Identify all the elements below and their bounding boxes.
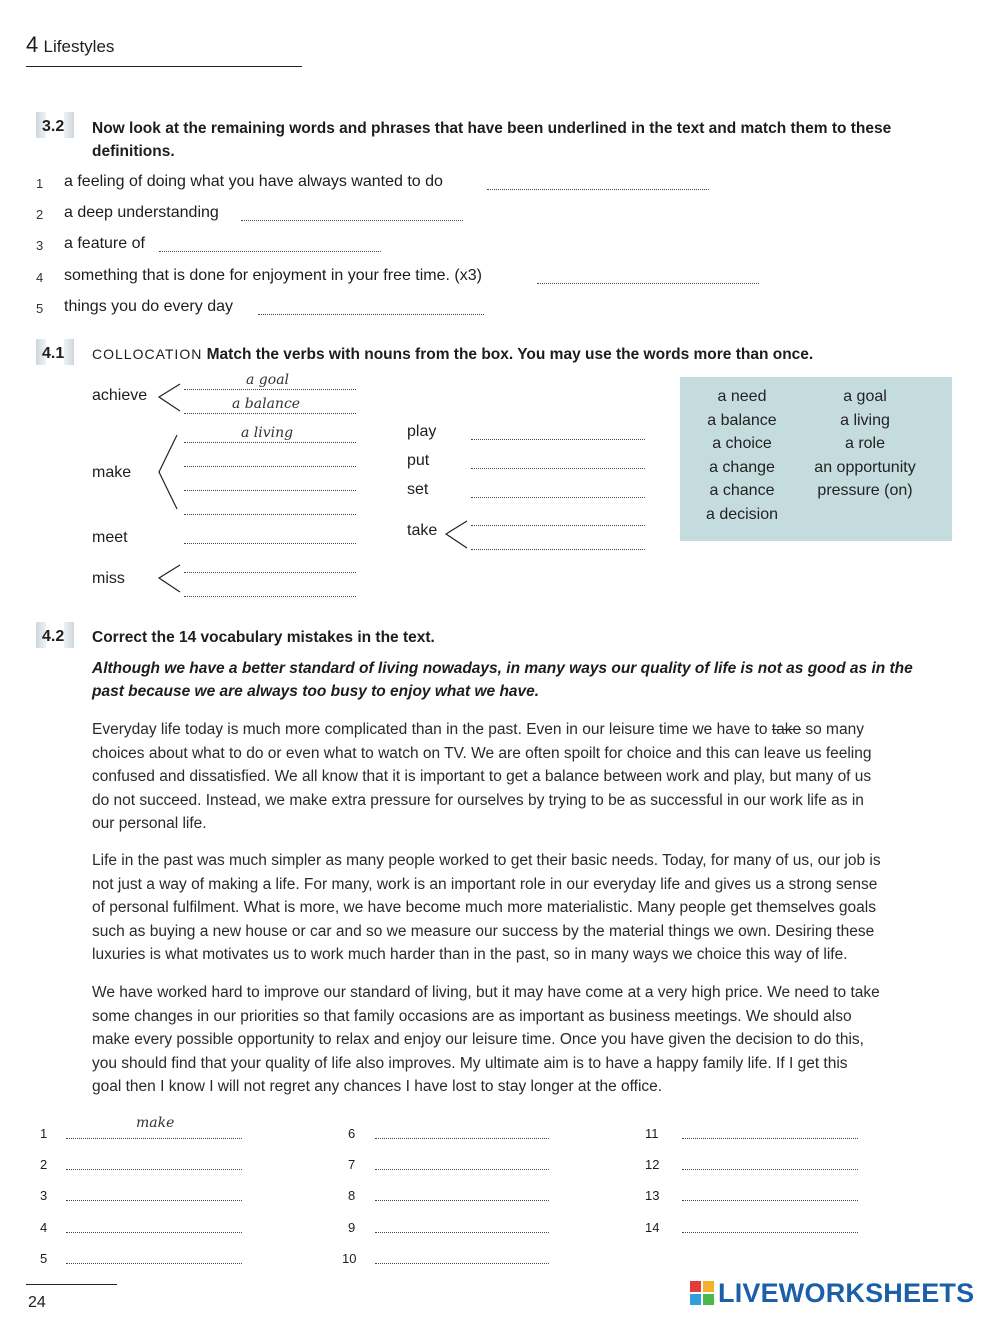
verb-play: play bbox=[407, 423, 437, 440]
box-word: an opportunity bbox=[814, 458, 916, 476]
paragraph-line bbox=[92, 718, 972, 742]
instruction-text: Match the verbs with nouns from the box. You may use the words more than once. bbox=[206, 346, 814, 363]
answer-input[interactable] bbox=[471, 439, 645, 440]
handwritten-answer: a goal bbox=[246, 372, 290, 388]
liveworksheets-logo[interactable] bbox=[690, 1276, 974, 1310]
verb-achieve: achieve bbox=[92, 387, 148, 404]
paragraph-2 bbox=[92, 849, 972, 967]
box-word: a role bbox=[844, 435, 886, 452]
exercise-3-2-instruction bbox=[92, 117, 972, 163]
paragraph-line: do not succeed. Instead, we make extra pressure for ourselves by trying to be as successful in our work life as in bbox=[92, 791, 864, 809]
answer-input[interactable] bbox=[184, 389, 356, 390]
answer-input[interactable] bbox=[66, 1200, 242, 1201]
answer-input[interactable] bbox=[682, 1138, 858, 1139]
answer-input[interactable] bbox=[241, 220, 463, 221]
answer-number: 5 bbox=[40, 1251, 48, 1266]
answer-input[interactable] bbox=[66, 1263, 242, 1264]
intro-line: past because we are always too busy to enjoy what we have. bbox=[92, 683, 540, 700]
answer-input[interactable] bbox=[184, 442, 356, 443]
exercise-badge-4-1: 4.1 bbox=[36, 345, 64, 363]
definition-text: a feature of bbox=[64, 235, 145, 252]
answer-input[interactable] bbox=[682, 1169, 858, 1170]
answer-number: 9 bbox=[348, 1220, 356, 1235]
box-word: a need bbox=[717, 388, 767, 405]
answer-number: 14 bbox=[645, 1220, 660, 1235]
instruction-line: definitions. bbox=[92, 143, 175, 160]
answer-input[interactable] bbox=[537, 283, 759, 284]
answer-number: 7 bbox=[348, 1157, 356, 1172]
answer-input[interactable] bbox=[66, 1232, 242, 1233]
answer-input[interactable] bbox=[159, 251, 381, 252]
paragraph-line: confused and dissatisfied. We all know that it is important to get a balance between work and play, but many of us bbox=[92, 768, 872, 785]
exercise-badge-4-2: 4.2 bbox=[36, 628, 64, 646]
answer-input[interactable] bbox=[66, 1138, 242, 1139]
paragraph-line: not just a way of making a life. For many, work is an important role in our everyday life and gives us a strong sense bbox=[92, 875, 878, 893]
definition-text: things you do every day bbox=[64, 298, 233, 315]
answer-input[interactable] bbox=[66, 1169, 242, 1170]
exercise-4-2-instruction: Correct the 14 vocabulary mistakes in the text. bbox=[92, 629, 435, 646]
chapter-number: 4 bbox=[26, 32, 39, 57]
paragraph-line: Life in the past was much simpler as many people worked to get their basic needs. Today, for many of us, our job is bbox=[92, 852, 881, 869]
chapter-heading bbox=[26, 32, 114, 58]
answer-number: 4 bbox=[40, 1220, 48, 1235]
handwritten-answer: a living bbox=[241, 425, 294, 441]
answer-input[interactable] bbox=[375, 1232, 549, 1233]
answer-input[interactable] bbox=[471, 525, 645, 526]
verb-meet: meet bbox=[92, 529, 128, 546]
struck-word: take bbox=[771, 721, 802, 738]
paragraph-line: luxuries is what motivates us to work much harder than in the past, so in many ways we choice this way of life. bbox=[92, 946, 848, 963]
instruction-line: Now look at the remaining words and phrases that have been underlined in the text and match them to these bbox=[92, 120, 892, 137]
answer-input[interactable] bbox=[184, 596, 356, 597]
paragraph-line: you should find that your quality of life also improves. My ultimate aim is to have a happy family life. If I get this bbox=[92, 1054, 848, 1072]
bracket-make bbox=[155, 432, 181, 512]
bracket-take bbox=[443, 518, 469, 552]
answer-number: 8 bbox=[348, 1188, 356, 1203]
box-word: pressure (on) bbox=[817, 482, 913, 499]
answer-input[interactable] bbox=[184, 572, 356, 573]
intro-text bbox=[92, 657, 972, 703]
exercise-badge-3-2: 3.2 bbox=[36, 118, 64, 136]
answer-input[interactable] bbox=[487, 189, 709, 190]
verb-put: put bbox=[407, 452, 430, 469]
answer-input[interactable] bbox=[258, 314, 484, 315]
item-number: 1 bbox=[36, 176, 44, 191]
item-number: 4 bbox=[36, 270, 44, 285]
answer-number: 10 bbox=[342, 1251, 357, 1266]
answer-number: 1 bbox=[40, 1126, 48, 1141]
box-word: a chance bbox=[709, 482, 775, 499]
answer-input[interactable] bbox=[184, 514, 356, 515]
answer-input[interactable] bbox=[682, 1200, 858, 1201]
intro-line: Although we have a better standard of living nowadays, in many ways our quality of life is not as good as in the bbox=[92, 660, 913, 677]
handwritten-answer: a balance bbox=[232, 396, 301, 412]
text-run: so many bbox=[801, 721, 864, 738]
paragraph-line: make every possible opportunity to relax and enjoy our leisure time. Once you have given the decision to do this, bbox=[92, 1031, 864, 1048]
answer-input[interactable] bbox=[375, 1263, 549, 1264]
definition-text: a feeling of doing what you have always wanted to do bbox=[64, 173, 443, 190]
answer-input[interactable] bbox=[184, 490, 356, 491]
answer-input[interactable] bbox=[184, 543, 356, 544]
footer-rule bbox=[26, 1284, 117, 1285]
answer-number: 11 bbox=[645, 1126, 659, 1141]
answer-input[interactable] bbox=[375, 1138, 549, 1139]
paragraph-line: of personal fulfilment. What is more, we have become much more materialistic. Many people get themselves goals bbox=[92, 899, 876, 916]
answer-input[interactable] bbox=[471, 468, 645, 469]
answer-input[interactable] bbox=[375, 1200, 549, 1201]
answer-number: 13 bbox=[645, 1188, 660, 1203]
verb-miss: miss bbox=[92, 570, 125, 587]
answer-input[interactable] bbox=[184, 413, 356, 414]
paragraph-line: goal then I know I will not regret any chances I have lost to stay longer at the office. bbox=[92, 1078, 663, 1095]
paragraph-line: our personal life. bbox=[92, 815, 207, 832]
box-word: a decision bbox=[705, 505, 779, 523]
verb-set: set bbox=[407, 481, 429, 498]
paragraph-line: such as buying a new house or car and so we measure our success by the material things we own. Desiring these bbox=[92, 922, 875, 940]
paragraph-1 bbox=[92, 718, 972, 836]
verb-take: take bbox=[407, 522, 438, 539]
answer-number: 6 bbox=[348, 1126, 356, 1141]
answer-number: 12 bbox=[645, 1157, 660, 1172]
item-number: 5 bbox=[36, 301, 44, 316]
page-number: 24 bbox=[28, 1294, 46, 1311]
answer-input[interactable] bbox=[471, 497, 645, 498]
box-word: a goal bbox=[843, 388, 887, 405]
item-number: 2 bbox=[36, 207, 44, 222]
answer-input[interactable] bbox=[184, 466, 356, 467]
text-run: Everyday life today is much more complicated than in the past. Even in our leisure time we have to bbox=[92, 721, 772, 738]
box-word: a balance bbox=[707, 411, 777, 429]
collocation-label: COLLOCATION bbox=[92, 346, 203, 362]
word-box-column-1 bbox=[690, 385, 794, 526]
paragraph-line: We have worked hard to improve our standard of living, but it may have come at a very high price. We need to take bbox=[92, 984, 880, 1001]
box-word: a living bbox=[840, 411, 890, 429]
bracket-achieve bbox=[156, 381, 182, 415]
answer-input[interactable] bbox=[682, 1232, 858, 1233]
answer-number: 2 bbox=[40, 1157, 48, 1172]
word-box bbox=[680, 377, 952, 541]
bracket-miss bbox=[156, 562, 182, 596]
logo-text: LIVEWORKSHEETS bbox=[718, 1277, 975, 1308]
logo-icon bbox=[690, 1281, 714, 1305]
definition-text: a deep understanding bbox=[64, 204, 219, 221]
paragraph-line: some changes in our priorities so that family occasions are as important as business meetings. We should also bbox=[92, 1007, 852, 1025]
verb-make: make bbox=[92, 464, 132, 481]
box-word: a change bbox=[709, 458, 775, 476]
item-number: 3 bbox=[36, 238, 44, 253]
answer-input[interactable] bbox=[375, 1169, 549, 1170]
box-word: a choice bbox=[712, 435, 772, 452]
handwritten-answer: make bbox=[136, 1115, 175, 1131]
chapter-title: Lifestyles bbox=[43, 37, 115, 56]
exercise-4-1-instruction bbox=[92, 343, 813, 366]
answer-input[interactable] bbox=[471, 549, 645, 550]
paragraph-3 bbox=[92, 981, 972, 1099]
answer-number: 3 bbox=[40, 1188, 48, 1203]
paragraph-line: choices about what to do or even what to watch on TV. We are often spoilt for choice and this can leave us feeling bbox=[92, 744, 872, 762]
word-box-column-2 bbox=[800, 385, 930, 503]
definition-text: something that is done for enjoyment in your free time. (x3) bbox=[64, 267, 482, 284]
header-rule bbox=[26, 66, 302, 67]
